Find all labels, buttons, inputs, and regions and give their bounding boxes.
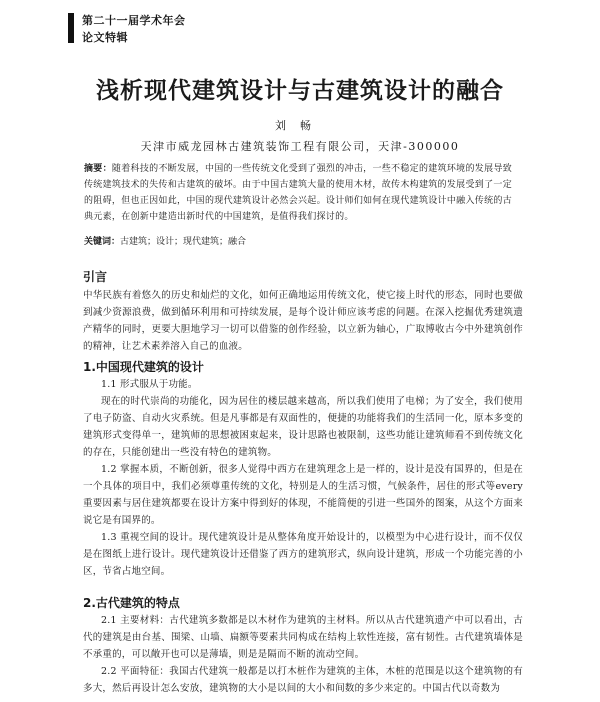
keywords-label: 关键词： bbox=[84, 237, 121, 247]
section-2-2-paragraph: 2.2 平面特征：我国古代建筑一般都是以打木桩作为建筑的主体，木桩的范围是以这个建筑物的有多大，然后再设计怎么安放，建筑物的大小是以间的大小和间数的多少来定的。中国古代以奇数为 bbox=[83, 666, 523, 694]
keywords-text: 古建筑；设计；现代建筑；融合 bbox=[120, 237, 247, 247]
journal-section-label: 论文特辑 bbox=[82, 31, 128, 44]
intro-heading: 引言 bbox=[83, 270, 108, 284]
header-marker-bar bbox=[68, 13, 74, 43]
section-1-3-paragraph: 1.3 重视空间的设计。现代建筑设计是从整体角度开始设计的，以模型为中心进行设计，而不仅仅是在图纸上进行设计。现代建筑设计还借鉴了西方的建筑形式，纵向设计建筑，形成一个功能完善的小区，节省占地空间。 bbox=[83, 532, 523, 577]
section-1-heading: 1.中国现代建筑的设计 bbox=[83, 360, 204, 374]
abstract-label: 摘要： bbox=[84, 164, 112, 174]
abstract bbox=[84, 161, 512, 225]
intro-paragraph: 中华民族有着悠久的历史和灿烂的文化，如何正确地运用传统文化，使它接上时代的形态，同时也要做到减少资源浪费，做到循环利用和可持续发展，是每个设计师应该考虑的问题。在深入挖掘优秀建筑遗产精华的同时，更要大胆地学习一切可以借鉴的创作经验，以立新为轴心，广取博收古今中外建筑创作的精神，让艺术素养溶入自己的血液。 bbox=[83, 290, 523, 352]
abstract-text: 随着科技的不断发展，中国的一些传统文化受到了强烈的冲击，一些不稳定的建筑环境的发展导致传统建筑技术的失传和古建筑的破坏。由于中国古建筑大量的使用木材，故传木构建筑的发展受到了一定的阻碍，但也正因如此，中国的现代建筑设计必然会兴起。设计师们如何在现代建筑设计中融入传统的古典元素，在创新中建造出新时代的中国建筑，是值得我们探讨的。 bbox=[84, 164, 512, 222]
section-2-heading: 2.古代建筑的特点 bbox=[83, 596, 180, 610]
author-name: 刘畅 bbox=[275, 119, 325, 132]
keywords bbox=[84, 235, 512, 249]
section-1-1-paragraph: 现在的时代崇尚的功能化，因为居住的楼层越来越高，所以我们使用了电梯；为了安全，我们使用了电子防盗、自动火灾系统。但是凡事都是有双面性的，便捷的功能将我们的生活同一化，原本多变的建筑形式变得单一，建筑师的思想被困束起来，设计思路也被限制，这些功能让建筑师看不到传统文化的存在，只能创建出一些没有特色的建筑物。 bbox=[83, 396, 523, 458]
author-affiliation: 天津市威龙园林古建筑装饰工程有限公司，天津-300000 bbox=[140, 140, 460, 153]
section-1-2-paragraph: 1.2 掌握本质，不断创新，很多人觉得中西方在建筑理念上是一样的，设计是没有国界的，但是在一个具体的项目中，我们必须尊重传统的文化，特别是人的生活习惯，气候条件，居住的形式等every重要因素与居住建筑都要在设计方案中得到好的体现，不能简便的引进一些国外的图案，从这个方面来说它是有国界的。 bbox=[83, 464, 523, 526]
paper-title: 浅析现代建筑设计与古建筑设计的融合 bbox=[96, 77, 504, 104]
section-2-1-paragraph: 2.1 主要材料：古代建筑多数都是以木材作为建筑的主材料。所以从古代建筑遗产中可以看出，古代的建筑是由台基、围梁、山墙、扁额等要素共同构成在结构上软性连接，富有韧性。古代建筑墙体是不承重的，可以敞开也可以是薄墙，则是是隔而不断的流动空间。 bbox=[83, 615, 523, 660]
journal-issue-label: 第二十一届学术年会 bbox=[82, 14, 186, 27]
section-1-1-title: 1.1 形式服从于功能。 bbox=[101, 379, 198, 390]
